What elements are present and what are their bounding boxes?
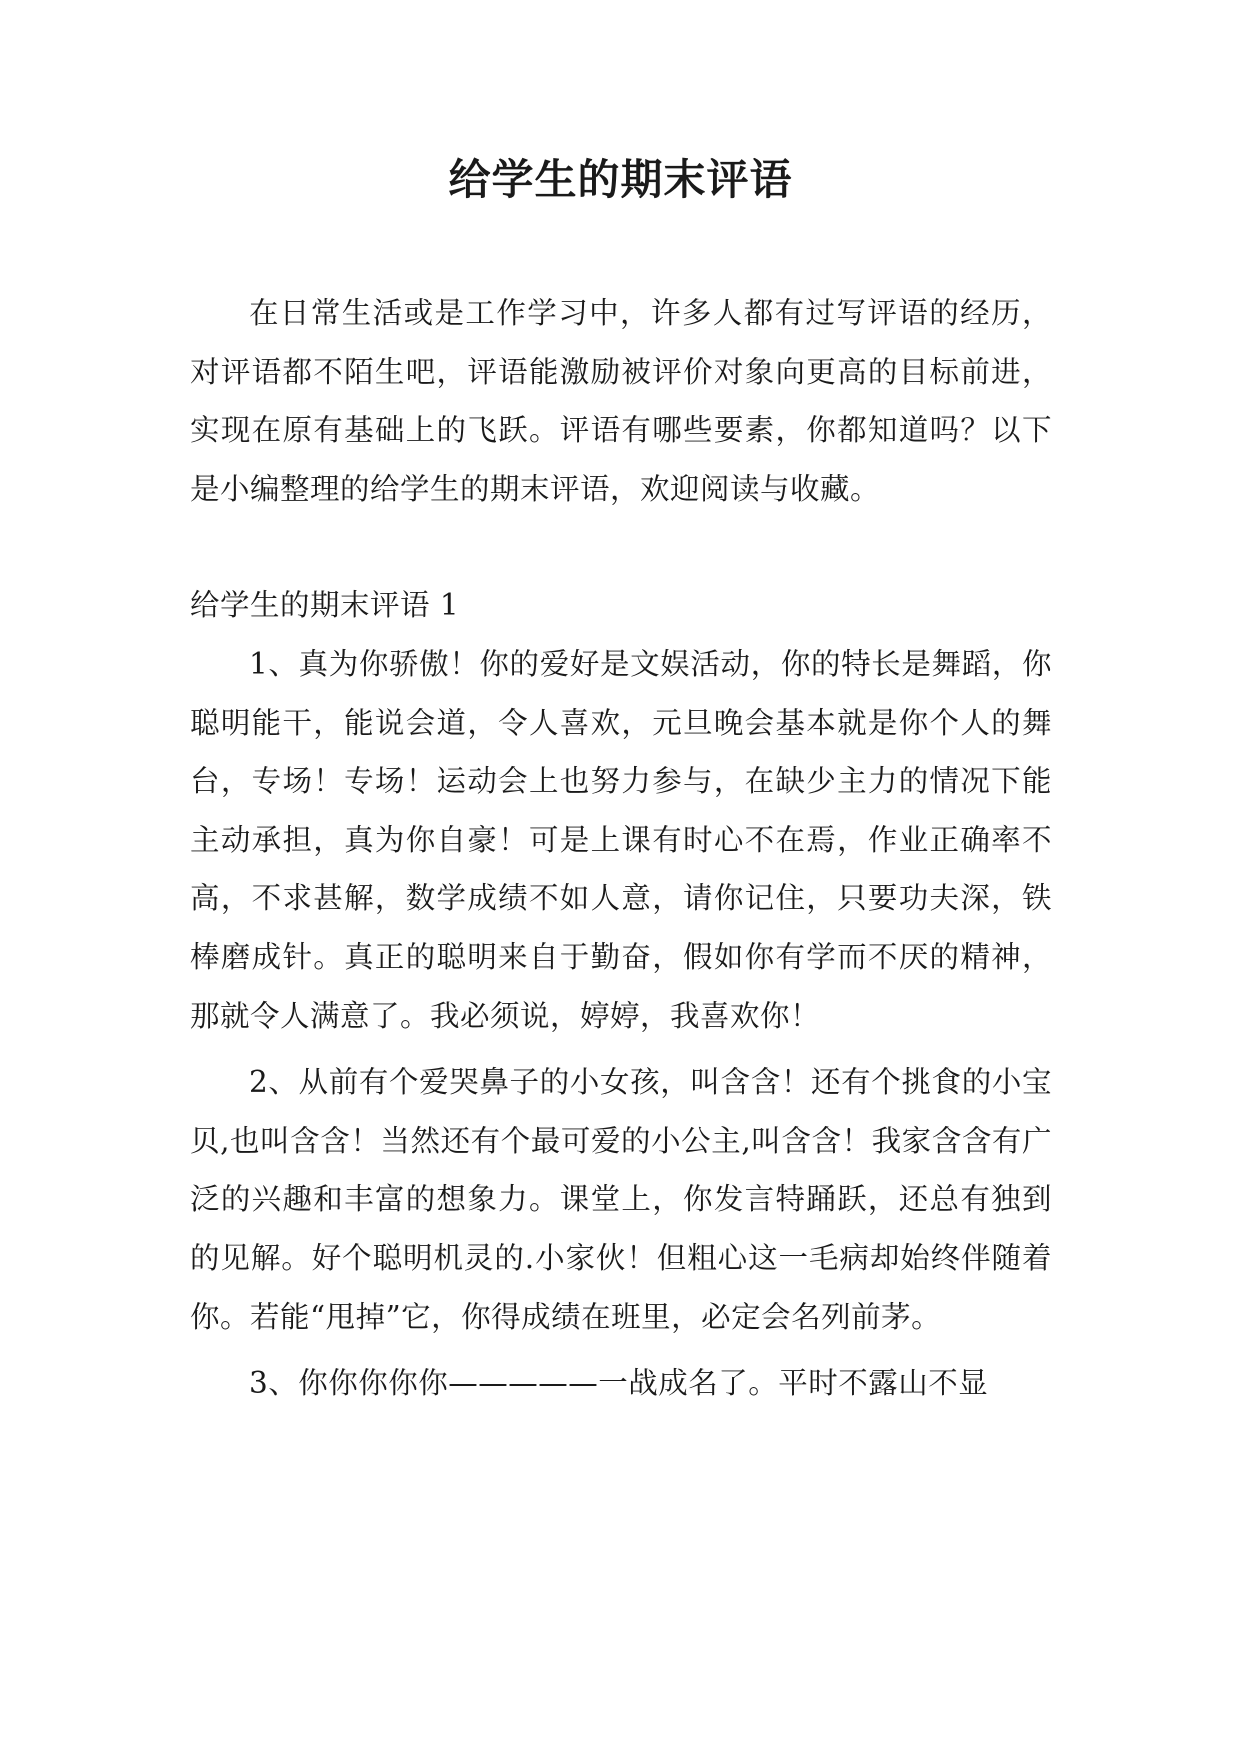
section-heading: 给学生的期末评语 1 (190, 588, 460, 623)
intro-paragraph: 在日常生活或是工作学习中，许多人都有过写评语的经历，对评语都不陌生吧，评语能激励被评价对象向更高的目标前进，实现在原有基础上的飞跃。评语有哪些要素，你都知道吗？以下是小编整理的给学生的期末评语，欢迎阅读与收藏。 (190, 296, 1052, 506)
page-title: 给学生的期末评语 (448, 155, 793, 204)
document-body (190, 284, 1052, 1421)
comment-item-3: 3、你你你你你—————一战成名了。平时不露山不显 (249, 1366, 989, 1401)
paragraph-spacer (190, 518, 1052, 576)
comment-item-1: 1、真为你骄傲！你的爱好是文娱活动，你的特长是舞蹈，你聪明能干，能说会道，令人喜欢，元旦晚会基本就是你个人的舞台，专场！专场！运动会上也努力参与，在缺少主力的情况下能主动承担，真为你自豪！可是上课有时心不在焉，作业正确率不高，不求甚解，数学成绩不如人意，请你记住，只要功夫深，铁棒磨成针。真正的聪明来自于勤奋，假如你有学而不厌的精神，那就令人满意了。我必须说，婷婷，我喜欢你！ (190, 646, 1052, 1033)
comment-item-2: 2、从前有个爱哭鼻子的小女孩，叫含含！还有个挑食的小宝贝,也叫含含！当然还有个最可爱的小公主,叫含含！我家含含有广泛的兴趣和丰富的想象力。课堂上，你发言特踊跃，还总有独到的见解。好个聪明机灵的.小家伙！但粗心这一毛病却始终伴随着你。若能“甩掉”它，你得成绩在班里，必定会名列前茅。 (190, 1065, 1052, 1334)
